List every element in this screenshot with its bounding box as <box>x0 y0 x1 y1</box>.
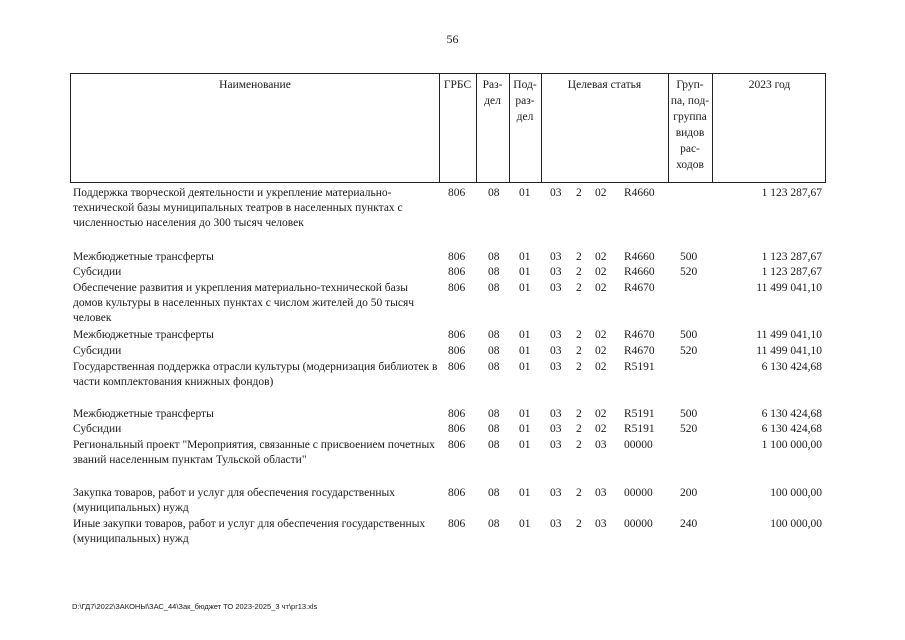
row-vr: 520 <box>680 266 698 278</box>
row-vr: 500 <box>680 408 698 420</box>
header-razdel: Раз- дел <box>482 79 503 107</box>
row-ts4: R5191 <box>624 423 655 435</box>
row-razdel: 08 <box>488 361 500 373</box>
row-grbs: 806 <box>448 345 466 357</box>
row-ts4: R4660 <box>624 266 655 278</box>
row-name: Субсидии <box>73 345 122 357</box>
row-sum: 1 123 287,67 <box>761 266 822 278</box>
row-grbs: 806 <box>448 266 466 278</box>
row-razdel: 08 <box>488 282 500 294</box>
header-expense-group: Груп- па, под- группа видов рас- ходов <box>670 79 710 171</box>
row-name: Межбюджетные трансферты <box>73 251 214 263</box>
row-ts3: 02 <box>595 251 607 263</box>
row-podrazdel: 01 <box>519 361 531 373</box>
row-ts2: 2 <box>576 408 582 420</box>
header-grbs: ГРБС <box>443 79 472 91</box>
row-name: Субсидии <box>73 423 122 435</box>
row-ts1: 03 <box>550 282 562 294</box>
table-header <box>70 73 826 183</box>
row-razdel: 08 <box>488 487 500 499</box>
row-ts3: 02 <box>595 423 607 435</box>
row-sum: 6 130 424,68 <box>761 408 822 420</box>
row-vr: 500 <box>680 329 698 341</box>
row-ts3: 02 <box>595 361 607 373</box>
row-ts4: R4660 <box>624 187 655 199</box>
row-ts2: 2 <box>576 439 582 451</box>
row-ts2: 2 <box>576 345 582 357</box>
row-name: Обеспечение развития и укрепления материально-технической базы домов культуры в населенных пунктах с числом жителей до 50 тысяч человек <box>73 282 415 324</box>
row-vr: 200 <box>680 487 698 499</box>
row-ts1: 03 <box>550 187 562 199</box>
row-razdel: 08 <box>488 345 500 357</box>
file-path: D:\ГД7\2022\ЗАКОНЫ\ЗАС_44\Зак_бюджет ТО 2023-2025_3 чт\pr13.xls <box>72 602 318 611</box>
row-grbs: 806 <box>448 408 466 420</box>
row-ts4: R4670 <box>624 329 655 341</box>
row-sum: 1 123 287,67 <box>761 251 822 263</box>
page-number: 56 <box>446 32 459 46</box>
row-podrazdel: 01 <box>519 518 531 530</box>
row-sum: 100 000,00 <box>770 518 822 530</box>
row-ts1: 03 <box>550 423 562 435</box>
header-podrazdel: Под- раз- дел <box>513 79 537 123</box>
row-sum: 11 499 041,10 <box>756 345 822 357</box>
row-podrazdel: 01 <box>519 423 531 435</box>
row-ts4: R5191 <box>624 361 655 373</box>
row-ts3: 02 <box>595 187 607 199</box>
row-razdel: 08 <box>488 518 500 530</box>
row-ts4: 00000 <box>624 487 653 499</box>
header-target-article: Целевая статья <box>567 79 642 91</box>
row-sum: 11 499 041,10 <box>756 329 822 341</box>
row-vr: 520 <box>680 345 698 357</box>
row-ts2: 2 <box>576 282 582 294</box>
row-ts2: 2 <box>576 487 582 499</box>
row-name: Межбюджетные трансферты <box>73 408 214 420</box>
row-ts3: 02 <box>595 329 607 341</box>
row-grbs: 806 <box>448 439 466 451</box>
row-grbs: 806 <box>448 518 466 530</box>
row-ts3: 02 <box>595 408 607 420</box>
row-podrazdel: 01 <box>519 187 531 199</box>
row-podrazdel: 01 <box>519 439 531 451</box>
row-ts2: 2 <box>576 187 582 199</box>
row-razdel: 08 <box>488 187 500 199</box>
row-ts3: 02 <box>595 266 607 278</box>
row-ts1: 03 <box>550 408 562 420</box>
row-grbs: 806 <box>448 487 466 499</box>
row-ts3: 03 <box>595 487 607 499</box>
row-grbs: 806 <box>448 423 466 435</box>
header-name: Наименование <box>219 79 291 91</box>
row-grbs: 806 <box>448 187 466 199</box>
row-ts1: 03 <box>550 251 562 263</box>
row-podrazdel: 01 <box>519 345 531 357</box>
row-ts3: 02 <box>595 345 607 357</box>
row-grbs: 806 <box>448 361 466 373</box>
row-grbs: 806 <box>448 329 466 341</box>
row-ts3: 03 <box>595 518 607 530</box>
row-podrazdel: 01 <box>519 408 531 420</box>
row-name: Государственная поддержка отрасли культуры (модернизация библиотек в части комплектования книжных фондов) <box>73 361 438 388</box>
row-ts4: R5191 <box>624 408 655 420</box>
row-name: Закупка товаров, работ и услуг для обеспечения государственных (муниципальных) нужд <box>73 487 396 514</box>
row-name: Региональный проект "Мероприятия, связанные с присвоением почетных званий населенным пунктам Тульской области" <box>73 439 435 466</box>
row-ts2: 2 <box>576 329 582 341</box>
row-sum: 6 130 424,68 <box>761 361 822 373</box>
row-name: Иные закупки товаров, работ и услуг для обеспечения государственных (муниципальных) нужд <box>73 518 426 545</box>
row-ts1: 03 <box>550 345 562 357</box>
row-ts2: 2 <box>576 423 582 435</box>
row-name: Поддержка творческой деятельности и укрепление материально-технической базы муниципальных театров в населенных пунктах с численностью населения до 300 тысяч человек <box>73 187 403 229</box>
row-podrazdel: 01 <box>519 251 531 263</box>
row-ts4: R4670 <box>624 345 655 357</box>
row-sum: 1 123 287,67 <box>761 187 822 199</box>
row-ts2: 2 <box>576 361 582 373</box>
row-razdel: 08 <box>488 266 500 278</box>
row-sum: 1 100 000,00 <box>761 439 822 451</box>
row-ts4: 00000 <box>624 439 653 451</box>
row-vr: 240 <box>680 518 698 530</box>
row-ts2: 2 <box>576 266 582 278</box>
row-razdel: 08 <box>488 423 500 435</box>
row-ts3: 02 <box>595 282 607 294</box>
row-razdel: 08 <box>488 439 500 451</box>
row-ts1: 03 <box>550 329 562 341</box>
row-grbs: 806 <box>448 282 466 294</box>
row-ts1: 03 <box>550 487 562 499</box>
row-podrazdel: 01 <box>519 266 531 278</box>
row-ts2: 2 <box>576 518 582 530</box>
row-ts1: 03 <box>550 361 562 373</box>
row-ts1: 03 <box>550 439 562 451</box>
row-ts1: 03 <box>550 266 562 278</box>
row-ts4: R4670 <box>624 282 655 294</box>
row-name: Субсидии <box>73 266 122 278</box>
row-razdel: 08 <box>488 329 500 341</box>
row-razdel: 08 <box>488 408 500 420</box>
row-sum: 100 000,00 <box>770 487 822 499</box>
row-sum: 11 499 041,10 <box>756 282 822 294</box>
row-podrazdel: 01 <box>519 282 531 294</box>
row-podrazdel: 01 <box>519 329 531 341</box>
header-year: 2023 год <box>748 79 791 91</box>
row-ts2: 2 <box>576 251 582 263</box>
row-grbs: 806 <box>448 251 466 263</box>
row-ts4: R4660 <box>624 251 655 263</box>
row-vr: 500 <box>680 251 698 263</box>
row-ts3: 03 <box>595 439 607 451</box>
row-ts1: 03 <box>550 518 562 530</box>
row-vr: 520 <box>680 423 698 435</box>
row-sum: 6 130 424,68 <box>761 423 822 435</box>
row-razdel: 08 <box>488 251 500 263</box>
row-podrazdel: 01 <box>519 487 531 499</box>
row-name: Межбюджетные трансферты <box>73 329 214 341</box>
row-ts4: 00000 <box>624 518 653 530</box>
